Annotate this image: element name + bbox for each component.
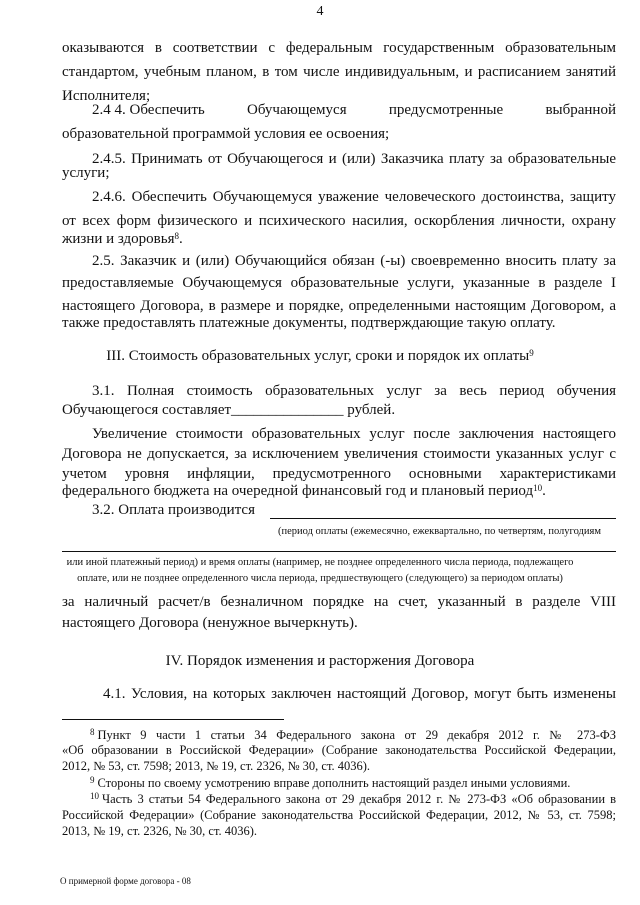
- clause-2-4-4: [92, 100, 616, 120]
- footnote-10: [90, 791, 616, 807]
- body-text: .: [179, 231, 183, 247]
- footnote-text: Пункт 9 части 1 статьи 34 Федерального закона от 29 декабря 2012 г. № 273-ФЗ: [97, 728, 616, 742]
- body-line: учетом уровня инфляции, предусмотренного основными характеристиками: [62, 466, 616, 482]
- footnote-line: 2013, № 19, ст. 2326, № 30, ст. 4036).: [62, 824, 258, 838]
- body-line: услуги;: [62, 165, 110, 181]
- footnote-9: [90, 775, 570, 791]
- body-line: [62, 481, 546, 501]
- body-line: Увеличение стоимости образовательных услуг после заключения настоящего: [92, 426, 616, 442]
- body-line: [62, 400, 395, 420]
- amount-blank[interactable]: _______________: [231, 402, 344, 418]
- clause-text: Обучающемуся: [247, 102, 347, 118]
- body-line: от всех форм физического и психического насилия, оскорбления личности, охрану: [62, 213, 616, 229]
- payment-period-line[interactable]: [270, 518, 616, 519]
- clause-4-1: 4.1. Условия, на которых заключен настоящий Договор, могут быть изменены: [103, 686, 616, 702]
- page-footer: О примерной форме договора - 08: [60, 876, 191, 886]
- footnote-number: 10: [90, 791, 99, 801]
- body-text: рублей.: [343, 402, 396, 418]
- body-text: федерального бюджета на очередной финансовый год и плановый период: [62, 483, 534, 499]
- footnote-separator: [62, 719, 284, 720]
- field-hint: (период оплаты (ежемесячно, ежеквартально, по четвертям, полугодиям: [278, 526, 601, 537]
- clause-3-1: 3.1. Полная стоимость образовательных услуг за весь период обучения: [92, 383, 616, 399]
- clause-text: предусмотренные: [388, 102, 504, 118]
- footnote-ref: 9: [529, 348, 534, 358]
- footnote-number: 8: [90, 727, 95, 737]
- clause-2-4-5: 2.4.5. Принимать от Обучающегося и (или) Заказчика плату за образовательные: [92, 151, 616, 167]
- body-line: предоставляемые Обучающемуся образовательные услуги, указанные в разделе I: [62, 275, 616, 291]
- footnote-text: Часть 3 статьи 54 Федерального закона от 29 декабря 2012 г. № 273-ФЗ «Об образовании в: [102, 792, 616, 806]
- clause-text: 2.4 4. Обеспечить: [92, 102, 205, 118]
- body-line: [62, 229, 183, 249]
- body-line: также предоставлять платежные документы, подтверждающие такую оплату.: [62, 315, 556, 331]
- footnote-ref: 10: [533, 483, 543, 493]
- footnote-number: 9: [90, 775, 95, 785]
- footnote-line: Российской Федерации» (Собрание законодательства Российской Федерации, 2012, № 53, ст. 7598;: [62, 808, 616, 822]
- body-text: Обучающегося составляет: [62, 402, 232, 418]
- footnote-ref: 8: [174, 231, 180, 241]
- page-number: 4: [316, 4, 324, 19]
- section-heading: [0, 346, 640, 366]
- body-line: образовательной программой условия ее освоения;: [62, 126, 390, 142]
- body-line: настоящего Договора (ненужное вычеркнуть).: [62, 615, 358, 631]
- clause-2-4-6: 2.4.6. Обеспечить Обучающемуся уважение человеческого достоинства, защиту: [92, 189, 616, 205]
- footnote-8: [90, 727, 616, 743]
- body-line: Договора не допускается, за исключением увеличения стоимости указанных услуг с: [62, 446, 616, 462]
- footnote-line: 2012, № 53, ст. 7598; 2013, № 19, ст. 2326, № 30, ст. 4036).: [62, 759, 371, 773]
- field-hint: или иной платежный период) и время оплаты (например, не позднее определенного числа периода, подлежащего: [66, 557, 574, 568]
- footnote-text: Стороны по своему усмотрению вправе дополнить настоящий раздел иными условиями.: [97, 776, 571, 790]
- section-heading: IV. Порядок изменения и расторжения Договора: [165, 653, 475, 669]
- body-line: настоящего Договора, в размере и порядке, определенными настоящим Договором, а: [62, 298, 616, 314]
- body-text: .: [542, 483, 546, 499]
- clause-3-2: 3.2. Оплата производится: [92, 502, 255, 518]
- footnote-line: «Об образовании в Российской Федерации» (Собрание законодательства Российской Федерации,: [62, 743, 616, 757]
- body-line: оказываются в соответствии с федеральным государственным образовательным: [62, 40, 616, 56]
- heading-text: III. Стоимость образовательных услуг, сроки и порядок их оплаты: [106, 348, 530, 364]
- field-hint: оплате, или не позднее определенного числа периода, предшествующего (следующего) за периодом оплаты): [77, 573, 563, 584]
- clause-2-5: 2.5. Заказчик и (или) Обучающийся обязан (-ы) своевременно вносить плату за: [92, 253, 616, 269]
- body-line: Исполнителя;: [62, 88, 151, 104]
- payment-time-line[interactable]: [62, 551, 616, 552]
- clause-text: выбранной: [545, 102, 616, 118]
- body-text: жизни и здоровья: [62, 231, 175, 247]
- body-line: стандартом, учебным планом, в том числе индивидуальным, и расписанием занятий: [62, 64, 616, 80]
- body-line: за наличный расчет/в безналичном порядке на счет, указанный в разделе VIII: [62, 594, 616, 610]
